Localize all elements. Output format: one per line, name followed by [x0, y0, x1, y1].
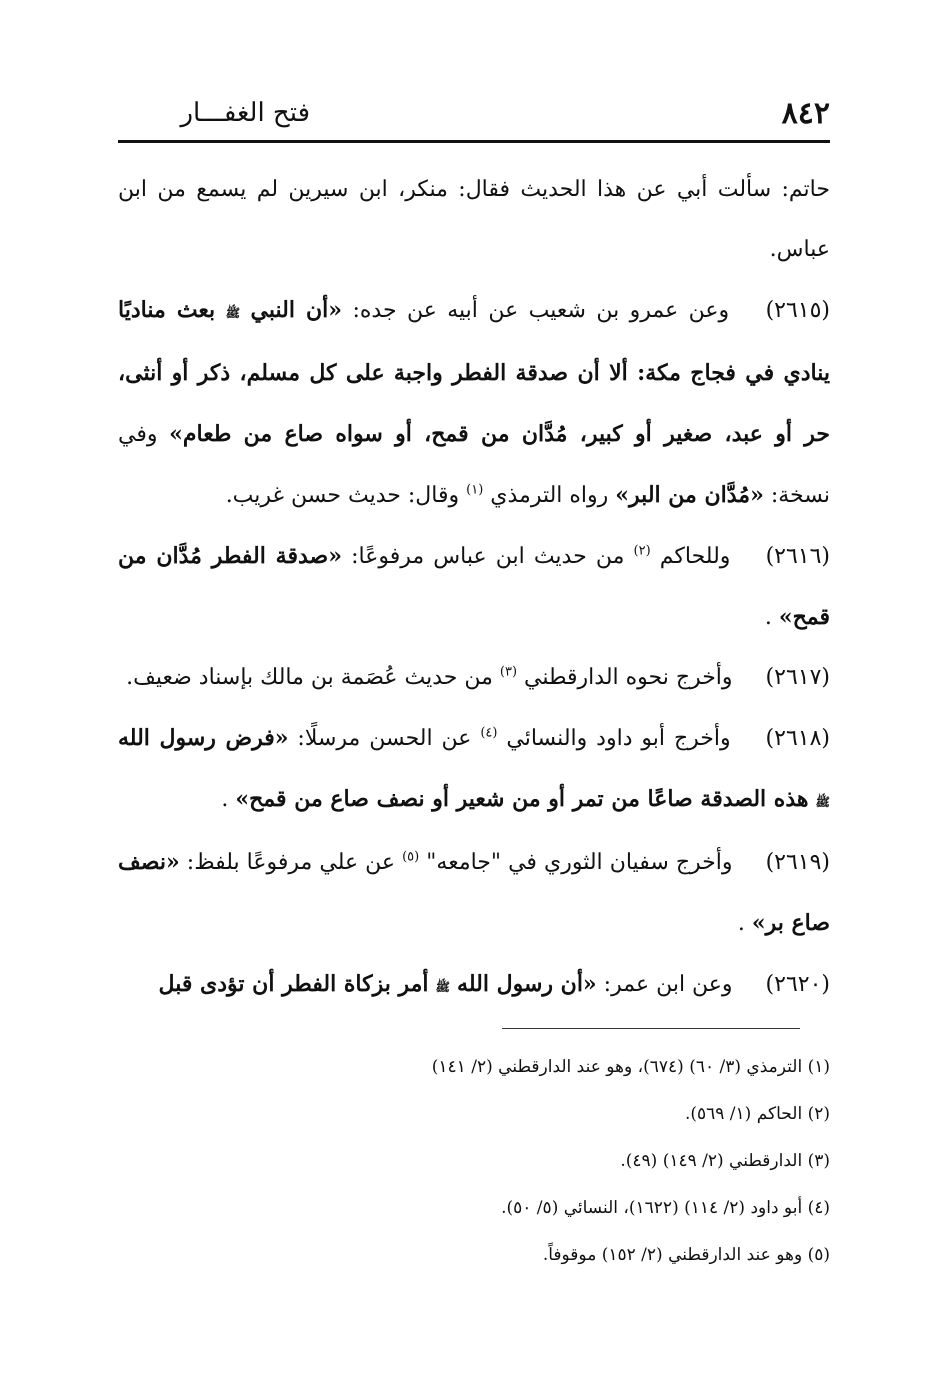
header-rule: [118, 140, 830, 143]
hadith-text: وقال: حديث حسن غريب.: [225, 483, 460, 508]
hadith-quote: بعث مناديًا ينادي في فجاج مكة: ألا أن صدقة الفطر واجبة على كل مسلم، ذكر أو أنثى، حر أو عبد، صغير أو كبير، مُدَّان من قمح، أو سواه صاع من طعام»: [118, 297, 830, 447]
hadith-number: (٢٦١٨): [765, 726, 830, 751]
hadith-number: (٢٦١٦): [765, 544, 831, 569]
hadith-number: (٢٦٢٠): [765, 972, 830, 997]
hadith-quote: «أن رسول الله: [457, 971, 597, 997]
page-header: [118, 94, 830, 138]
salutation-symbol: ﷺ: [225, 306, 241, 320]
hadith-text: وعن عمرو بن شعيب عن أبيه عن جده:: [342, 298, 730, 323]
hadith-quote: هذه الصدقة صاعًا من تمر أو من شعير أو نصف صاع من قمح»: [235, 786, 809, 812]
hadith-2615: [118, 280, 830, 526]
footnotes: [118, 1044, 830, 1279]
main-text: [118, 160, 830, 1017]
page-number: ٨٤٢: [781, 96, 830, 131]
hadith-number: (٢٦١٧): [765, 665, 830, 690]
hadith-text: وللحاكم: [659, 544, 731, 569]
hadith-quote: «نصف صاع بر»: [118, 849, 830, 936]
salutation-symbol: ﷺ: [815, 795, 830, 809]
hadith-text: .: [221, 787, 229, 812]
hadith-quote: «صدقة الفطر مُدَّان من قمح»: [118, 543, 830, 630]
hadith-text: وأخرج سفيان الثوري في "جامعه": [426, 850, 733, 875]
hadith-text: عن الحسن مرسلًا:: [288, 726, 472, 751]
footnote-ref[interactable]: (١): [466, 482, 484, 498]
hadith-2620: [118, 954, 830, 1017]
hadith-2618: [118, 708, 830, 832]
hadith-text: من حديث عُصَمة بن مالك بإسناد ضعيف.: [126, 665, 493, 690]
salutation-symbol: ﷺ: [435, 980, 451, 994]
hadith-text: .: [764, 605, 772, 630]
hadith-quote: «أن النبي: [250, 297, 343, 323]
hadith-text: وفي نسخة:: [118, 422, 830, 508]
footnote-ref[interactable]: (٥): [402, 849, 420, 865]
hadith-2619: [118, 832, 830, 954]
running-title: فتح الغفـــار: [180, 98, 310, 128]
hadith-text: عن علي مرفوعًا بلفظ:: [179, 850, 396, 875]
footnote-3: (٣) الدارقطني (٢/ ١٤٩) (٤٩).: [620, 1151, 830, 1171]
hadith-2617: [118, 648, 830, 708]
hadith-number: (٢٦١٥): [765, 298, 831, 323]
hadith-quote: «فرض رسول الله: [118, 725, 289, 751]
hadith-quote: «مُدَّان من البر»: [615, 482, 764, 508]
footnote-ref[interactable]: (٤): [480, 725, 498, 741]
hadith-number: (٢٦١٩): [765, 850, 831, 875]
footnote-5: (٥) وهو عند الدارقطني (٢/ ١٥٢) موقوفاً.: [542, 1245, 830, 1265]
hadith-2616: [118, 526, 830, 648]
footnote-ref[interactable]: (٢): [633, 543, 651, 559]
footnote-2: (٢) الحاكم (١/ ٥٦٩).: [684, 1104, 830, 1124]
hadith-text: وأخرج أبو داود والنسائي: [506, 726, 731, 751]
hadith-text: وعن ابن عمر:: [596, 972, 733, 997]
hadith-text: .: [737, 911, 745, 936]
hadith-text: من حديث ابن عباس مرفوعًا:: [341, 544, 625, 569]
paragraph-continuation: [118, 160, 830, 280]
footnote-separator: [502, 1028, 800, 1029]
footnote-4: (٤) أبو داود (٢/ ١١٤) (١٦٢٢)، النسائي (٥/ ٥٠).: [501, 1198, 830, 1218]
hadith-text: رواه الترمذي: [490, 483, 609, 508]
hadith-quote: أمر بزكاة الفطر أن تؤدى قبل: [158, 971, 429, 997]
hadith-text: وأخرج نحوه الدارقطني: [524, 665, 733, 690]
footnote-1: (١) الترمذي (٣/ ٦٠) (٦٧٤)، وهو عند الدارقطني (٢/ ١٤١): [431, 1057, 830, 1077]
footnote-ref[interactable]: (٣): [499, 664, 518, 680]
paragraph-text: حاتم: سألت أبي عن هذا الحديث فقال: منكر، ابن سيرين لم يسمع من ابن عباس.: [118, 177, 830, 262]
